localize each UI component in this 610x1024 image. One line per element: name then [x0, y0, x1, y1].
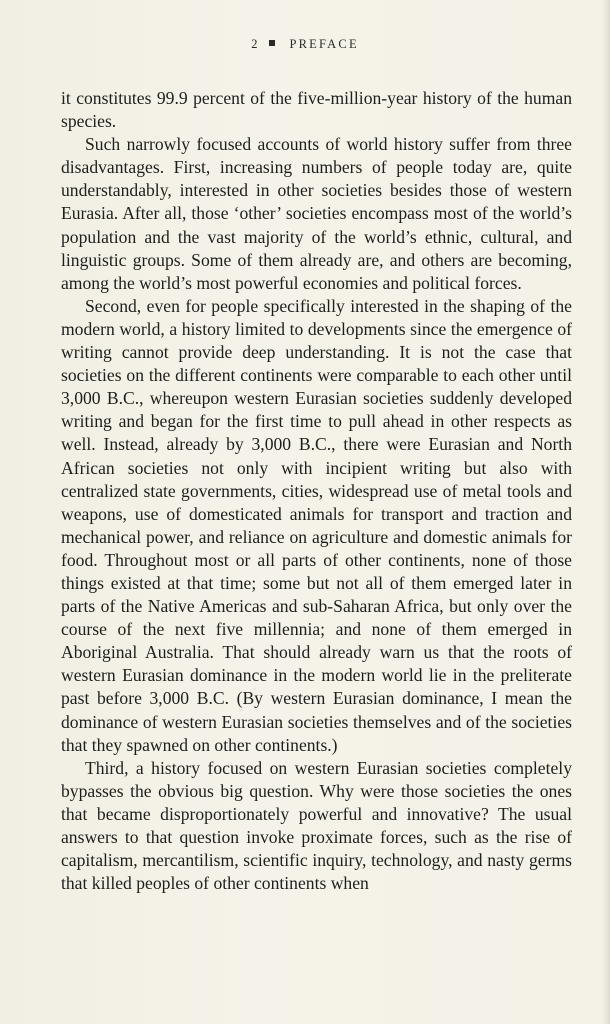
square-bullet-icon	[269, 40, 275, 46]
paragraph-disadvantages: Such narrowly focused accounts of world history suffer from three disadvantages. First, increasing numbers of people today are, quite understandably, interested in other societies besides those of western Eurasia. After all, those ‘other’ societies encompass most of the world’s population and the vast majority of the world’s ethnic, cultural, and linguistic groups. Some of them already are, and others are becoming, among the world’s most powerful economies and political forces.	[61, 134, 572, 293]
paragraph-third: Third, a history focused on western Eurasian societies completely bypasses the obvious big question. Why were those societies the ones that became disproportionately powerful and innovative? The usual answers to that question invoke proximate forces, such as the rise of capitalism, mercantilism, scientific inquiry, technology, and nasty germs that killed peoples of other continents when	[61, 757, 572, 894]
section-title: PREFACE	[289, 37, 359, 51]
paragraph-continued: it constitutes 99.9 percent of the five-million-year history of the human species.	[61, 88, 572, 132]
page-edge-shadow	[602, 0, 610, 1024]
running-head	[0, 37, 610, 52]
page-number: 2	[251, 37, 258, 51]
body-text	[61, 87, 572, 895]
paragraph-second: Second, even for people specifically interested in the shaping of the modern world, a history limited to developments since the emergence of writing cannot provide deep understanding. It is not the case that societies on the different continents were comparable to each other until 3,000 B.C., whereupon western Eurasian societies suddenly developed writing and began for the first time to pull ahead in other respects as well. Instead, already by 3,000 B.C., there were Eurasian and North African societies not only with incipient writing but also with centralized state governments, cities, widespread use of metal tools and weapons, use of domesticated animals for transport and traction and mechanical power, and reliance on agriculture and domestic animals for food. Throughout most or all parts of other continents, none of those things existed at that time; some but not all of them emerged later in parts of the Native Americas and sub-Saharan Africa, but only over the course of the next five millennia; and none of them emerged in Aboriginal Australia. That should already warn us that the roots of western Eurasian dominance in the modern world lie in the preliterate past before 3,000 B.C. (By western Eurasian dominance, I mean the dominance of western Eurasian societies themselves and of the societies that they spawned on other continents.)	[61, 295, 572, 755]
